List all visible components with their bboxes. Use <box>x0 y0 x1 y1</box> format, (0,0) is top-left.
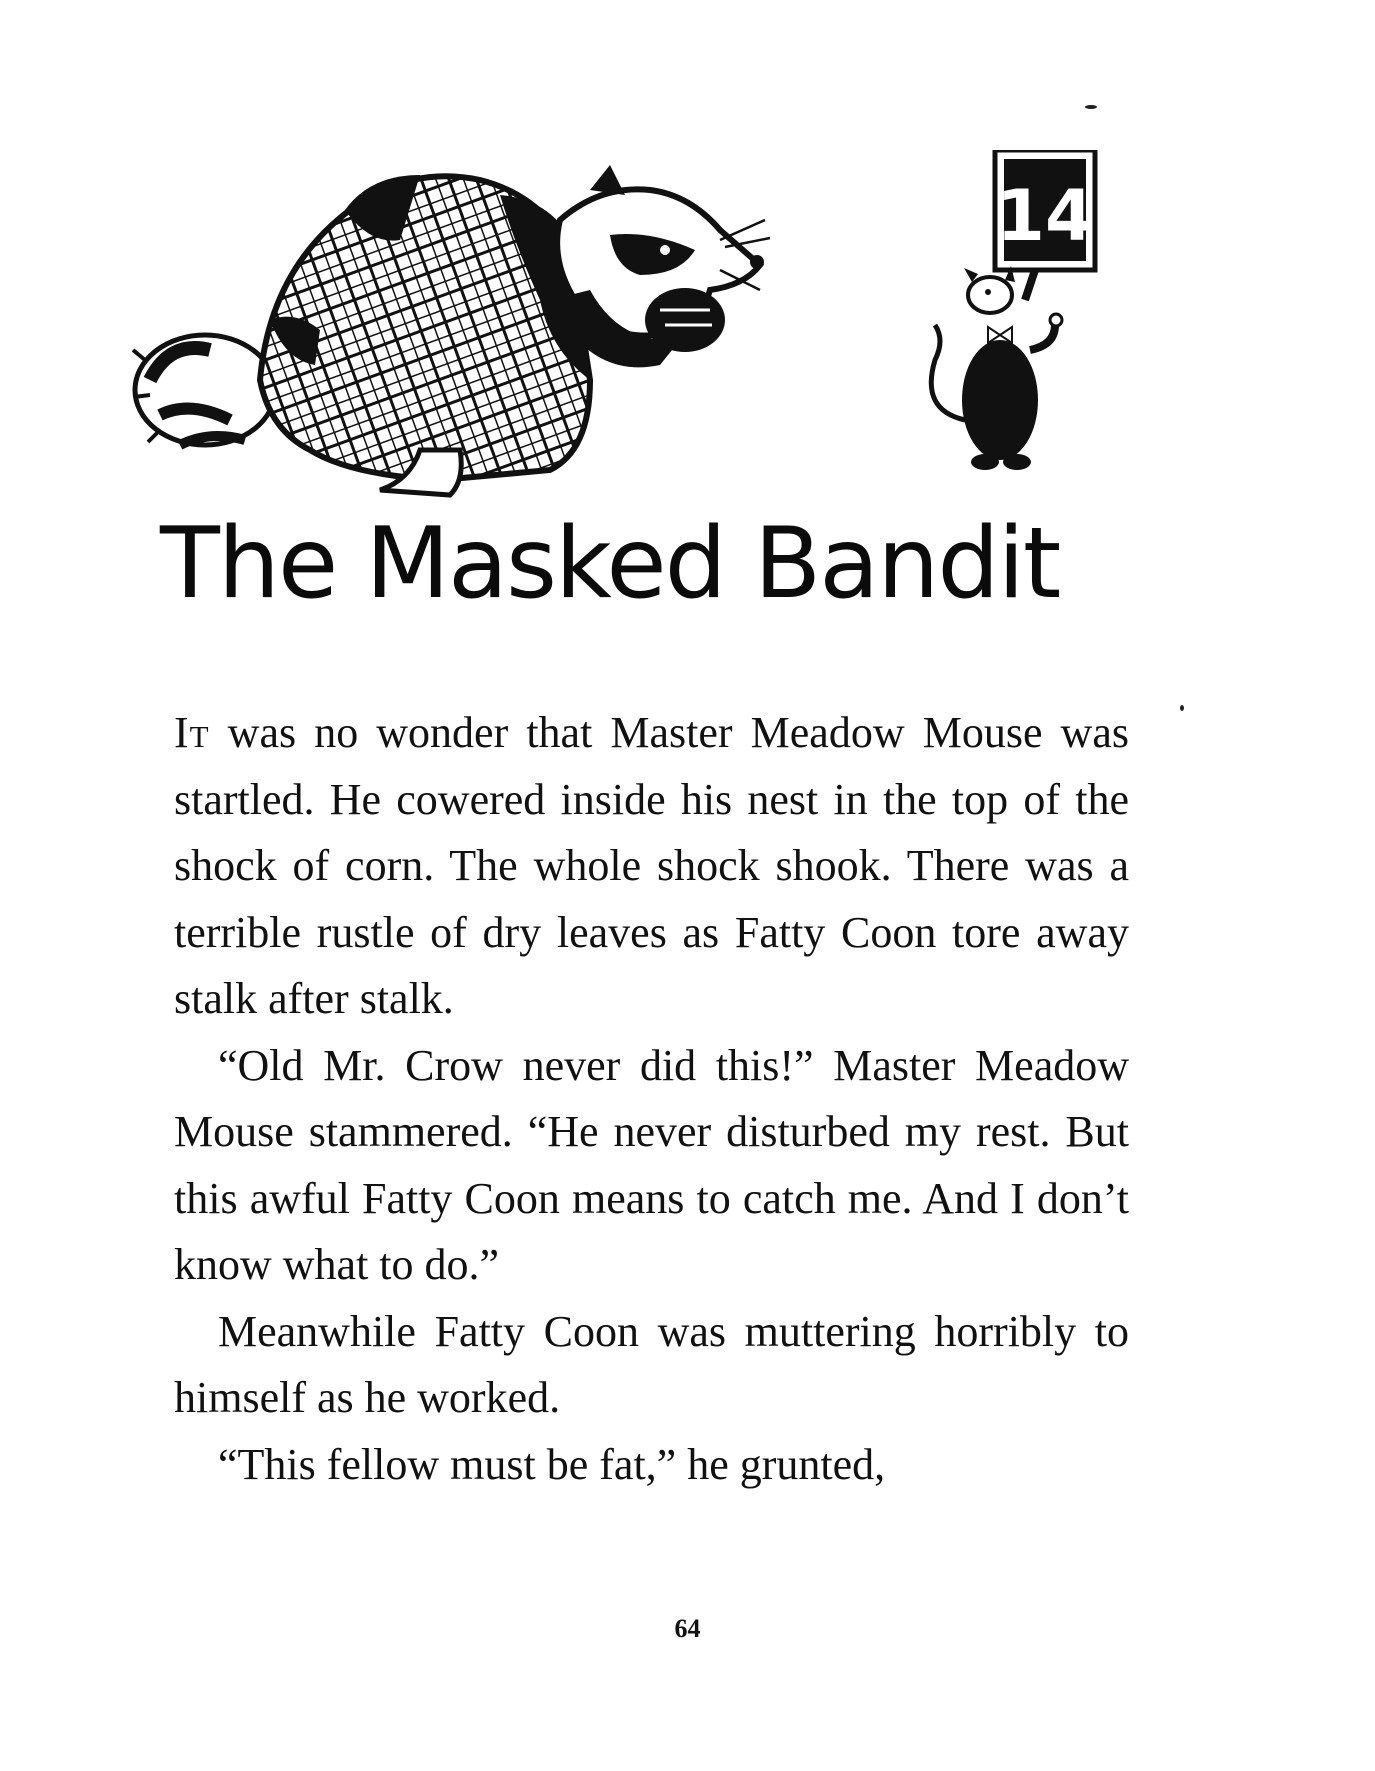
mouse-icon <box>931 150 1095 470</box>
scan-speck <box>1180 705 1184 711</box>
paragraph: “This fellow must be fat,” he grunted, <box>218 1439 886 1489</box>
chapter-number: 14 <box>996 175 1094 257</box>
paragraph <box>174 700 1129 1033</box>
scan-speck <box>1085 105 1097 109</box>
page-number: 64 <box>674 1614 701 1643</box>
paragraph-lead-word: It <box>174 708 210 757</box>
body-text <box>174 700 1129 1498</box>
chapter-title: The Masked Bandit <box>160 507 1060 621</box>
raccoon-tail <box>133 335 275 445</box>
chapter-illustration <box>120 150 1140 550</box>
paragraph: “Old Mr. Crow never did this!” Master Meadow Mouse stammered. “He never disturbed my rest. But this awful Fatty Coon means to catch me. And I don’t know what to do.” <box>174 1040 1129 1289</box>
raccoon-icon <box>133 165 770 495</box>
paragraph-text: was no wonder that Master Meadow Mouse was startled. He cowered inside his nest in the top of the shock of corn. The whole shock shook. There was a terrible rustle of dry leaves as Fatty Coon tore away stalk after stalk. <box>174 708 1129 1023</box>
paragraph: Meanwhile Fatty Coon was muttering horribly to himself as he worked. <box>174 1306 1129 1422</box>
